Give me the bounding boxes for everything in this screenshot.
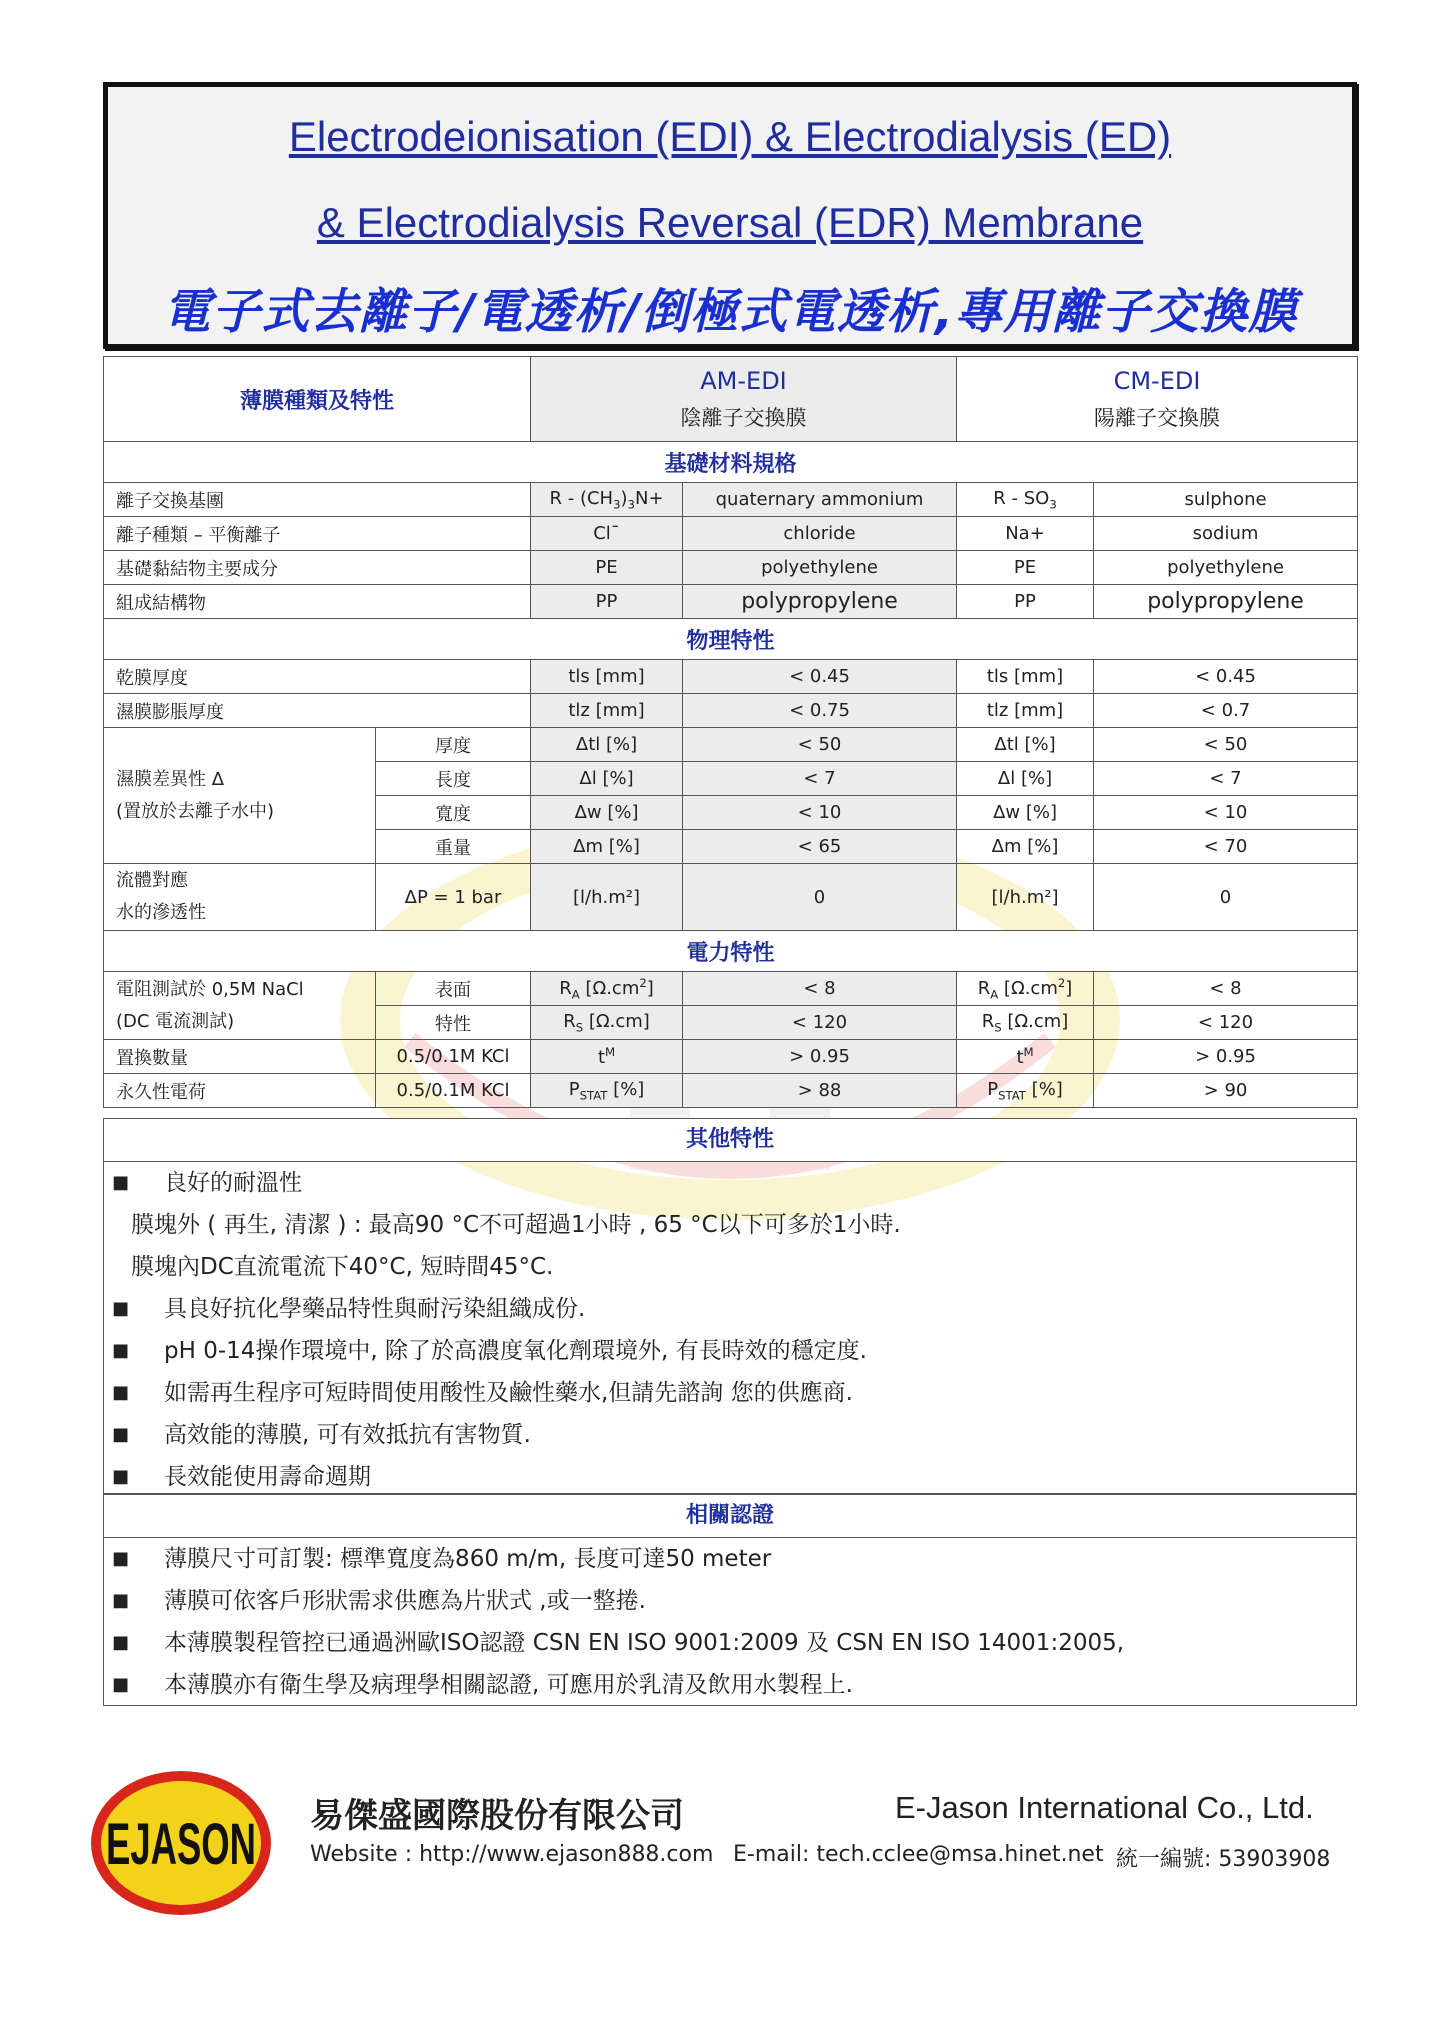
header-label: 薄膜種類及特性 [104, 357, 531, 442]
row-label: 組成結構物 [104, 585, 531, 619]
section-other: 其他特性 [103, 1118, 1357, 1162]
cm-value: < 7 [1094, 762, 1358, 796]
footer-email[interactable]: E-mail: tech.cclee@msa.hinet.net [733, 1842, 1104, 1867]
cm-value: 0 [1094, 864, 1358, 931]
am-subtitle: 陰離子交換膜 [680, 406, 807, 430]
list-item: 膜塊內DC直流電流下40°C, 短時間45°C. [131, 1254, 554, 1280]
am-value: < 50 [683, 728, 957, 762]
row-sublabel: 0.5/0.1M KCl [376, 1074, 531, 1108]
table-row [104, 864, 1358, 931]
resistance-label-2: (DC 電流測試) [116, 1010, 235, 1032]
cm-symbol: Na+ [957, 517, 1094, 551]
bullet-icon: ■ [112, 1590, 130, 1611]
row-label: 離子交換基團 [104, 483, 531, 517]
table-header-row [104, 357, 1358, 442]
bullet-icon: ■ [112, 1340, 130, 1361]
table-row [104, 1040, 1358, 1074]
permeability-label [104, 864, 376, 931]
am-value: < 120 [683, 1006, 957, 1040]
permeability-label-1: 流體對應 [116, 870, 188, 891]
title-chinese: 電子式去離子/電透析/倒極式電透析,專用離子交換膜 [162, 284, 1298, 340]
cm-value: sodium [1094, 517, 1358, 551]
row-sublabel: 重量 [376, 830, 531, 864]
cm-value: > 0.95 [1094, 1040, 1358, 1074]
wet-diff-label [104, 728, 376, 864]
cm-symbol: $R_A$ $[\Omega.cm^2]$ [957, 972, 1094, 1006]
cm-value: < 0.45 [1094, 660, 1358, 694]
cm-symbol: [l/h.m²] [957, 864, 1094, 931]
footer-tax-id: 統一編號: 53903908 [1116, 1847, 1331, 1872]
am-symbol: Cl¯ [531, 517, 683, 551]
logo-text: EJASON [106, 1812, 256, 1877]
am-symbol: Δw [%] [531, 796, 683, 830]
company-name-zh: 易傑盛國際股份有限公司 [310, 1796, 684, 1836]
bullet-icon: ■ [112, 1424, 130, 1445]
row-label: 離子種類 – 平衡離子 [104, 517, 531, 551]
row-sublabel: 0.5/0.1M KCl [376, 1040, 531, 1074]
bullet-icon: ■ [112, 1548, 130, 1569]
cm-value: < 50 [1094, 728, 1358, 762]
row-label: 置換數量 [104, 1040, 376, 1074]
row-sublabel: 厚度 [376, 728, 531, 762]
resistance-label-1: 電阻測試於 0,5M NaCl [116, 978, 304, 1000]
section-base: 基礎材料規格 [104, 442, 1358, 483]
cm-symbol: $t^M$ [957, 1040, 1094, 1074]
cm-subtitle: 陽離子交換膜 [1094, 406, 1221, 430]
am-value: < 0.75 [683, 694, 957, 728]
cm-symbol: $R_S$ [Ω.cm] [957, 1006, 1094, 1040]
cm-value: < 70 [1094, 830, 1358, 864]
title-line-2: & Electrodialysis Reversal (EDR) Membrane [316, 199, 1144, 246]
cm-symbol: $P_{STAT}$ [%] [957, 1074, 1094, 1108]
cm-symbol: Δw [%] [957, 796, 1094, 830]
footer-website[interactable]: Website : http://www.ejason888.com [310, 1842, 714, 1867]
cm-value: sulphone [1094, 483, 1358, 517]
am-symbol: tlz [mm] [531, 694, 683, 728]
other-properties-list [103, 1162, 1357, 1494]
cm-symbol: tls [mm] [957, 660, 1094, 694]
list-item: ■ 如需再生程序可短時間使用酸性及鹼性藥水,但請先諮詢 您的供應商. [104, 1372, 1356, 1414]
table-row [104, 517, 1358, 551]
table-row [104, 660, 1358, 694]
cm-symbol: R - $SO_3$ [957, 483, 1094, 517]
row-sublabel: ΔP = 1 bar [376, 864, 531, 931]
row-label: 乾膜厚度 [104, 660, 531, 694]
am-value: chloride [683, 517, 957, 551]
section-physical: 物理特性 [104, 619, 1358, 660]
table-row [104, 694, 1358, 728]
am-symbol: PP [531, 585, 683, 619]
list-item: ■ 高效能的薄膜, 可有效抵抗有害物質. [104, 1414, 1356, 1456]
cm-value: < 8 [1094, 972, 1358, 1006]
am-symbol: tls [mm] [531, 660, 683, 694]
am-value: < 8 [683, 972, 957, 1006]
am-symbol: $P_{STAT}$ [%] [531, 1074, 683, 1108]
title-line-1: Electrodeionisation (EDI) & Electrodialysis (ED) [288, 113, 1172, 160]
cm-symbol: Δtl [%] [957, 728, 1094, 762]
row-sublabel: 寬度 [376, 796, 531, 830]
list-item: ■ 本薄膜亦有衛生學及病理學相關認證, 可應用於乳清及飲用水製程上. [104, 1664, 1356, 1706]
list-item: ■ 具良好抗化學藥品特性與耐污染組織成份. [104, 1288, 1356, 1330]
list-item: ■ 薄膜尺寸可訂製: 標準寬度為860 m/m, 長度可達50 meter [104, 1538, 1356, 1580]
row-sublabel: 特性 [376, 1006, 531, 1040]
am-value: > 0.95 [683, 1040, 957, 1074]
header-cm [957, 357, 1358, 442]
spec-table [103, 356, 1358, 1108]
bullet-icon: ■ [112, 1632, 130, 1653]
row-sublabel: 長度 [376, 762, 531, 796]
cm-value: polypropylene [1094, 585, 1358, 619]
list-item: ■ pH 0-14操作環境中, 除了於高濃度氧化劑環境外, 有長時效的穩定度. [104, 1330, 1356, 1372]
list-item: ■ 本薄膜製程管控已通過洲歐ISO認證 CSN EN ISO 9001:2009 及 CSN EN ISO 14001:2005, [104, 1622, 1356, 1664]
cm-title: CM-EDI [1113, 367, 1201, 395]
list-item: ■ 薄膜可依客戶形狀需求供應為片狀式 ,或一整捲. [104, 1580, 1356, 1622]
am-value: polyethylene [683, 551, 957, 585]
cert-list [103, 1538, 1357, 1706]
cm-value: < 0.7 [1094, 694, 1358, 728]
table-row [104, 728, 1358, 762]
cm-symbol: Δl [%] [957, 762, 1094, 796]
table-row [104, 1074, 1358, 1108]
cm-value: < 120 [1094, 1006, 1358, 1040]
table-row [104, 551, 1358, 585]
row-label: 濕膜膨脹厚度 [104, 694, 531, 728]
title-box [103, 82, 1357, 349]
resistance-label [104, 972, 376, 1040]
am-symbol: [l/h.m²] [531, 864, 683, 931]
am-value: 0 [683, 864, 957, 931]
am-value: quaternary ammonium [683, 483, 957, 517]
table-row [104, 585, 1358, 619]
cm-symbol: PP [957, 585, 1094, 619]
am-symbol: $R_A$ $[\Omega.cm^2]$ [531, 972, 683, 1006]
row-sublabel: 表面 [376, 972, 531, 1006]
bullet-icon: ■ [112, 1674, 130, 1695]
am-symbol: $R - (CH_3)_3N+$ [531, 483, 683, 517]
cm-symbol: Δm [%] [957, 830, 1094, 864]
am-value: < 65 [683, 830, 957, 864]
list-item: ■ 長效能使用壽命週期 [104, 1456, 1356, 1498]
bullet-icon: ■ [112, 1466, 130, 1487]
section-electrical: 電力特性 [104, 931, 1358, 972]
am-symbol: $R_S$ [Ω.cm] [531, 1006, 683, 1040]
am-value: < 7 [683, 762, 957, 796]
bullet-icon: ■ [112, 1172, 130, 1193]
table-row [104, 972, 1358, 1006]
cm-value: < 10 [1094, 796, 1358, 830]
am-value: polypropylene [683, 585, 957, 619]
section-cert: 相關認證 [103, 1494, 1357, 1538]
company-logo [88, 1768, 274, 1918]
permeability-label-2: 水的滲透性 [116, 902, 206, 923]
cm-symbol: tlz [mm] [957, 694, 1094, 728]
cm-value: polyethylene [1094, 551, 1358, 585]
am-value: < 10 [683, 796, 957, 830]
am-title: AM-EDI [700, 367, 787, 395]
am-symbol: $t^M$ [531, 1040, 683, 1074]
list-item: ■ 良好的耐溫性 [104, 1162, 1356, 1204]
list-item: 膜塊外 ( 再生, 清潔 ) : 最高90 °C不可超過1小時 , 65 °C以下可多於1小時. [131, 1212, 901, 1238]
am-value: < 0.45 [683, 660, 957, 694]
row-label: 基礎黏結物主要成分 [104, 551, 531, 585]
am-symbol: Δl [%] [531, 762, 683, 796]
header-am [531, 357, 957, 442]
wet-diff-label-2: (置放於去離子水中) [116, 800, 275, 822]
am-symbol: Δtl [%] [531, 728, 683, 762]
row-label: 永久性電荷 [104, 1074, 376, 1108]
company-name-en: E-Jason International Co., Ltd. [895, 1790, 1314, 1825]
am-symbol: Δm [%] [531, 830, 683, 864]
table-row [104, 483, 1358, 517]
bullet-icon: ■ [112, 1382, 130, 1403]
wet-diff-label-1: 濕膜差異性 Δ [116, 768, 225, 790]
bullet-icon: ■ [112, 1298, 130, 1319]
cm-value: > 90 [1094, 1074, 1358, 1108]
am-symbol: PE [531, 551, 683, 585]
cm-symbol: PE [957, 551, 1094, 585]
am-value: > 88 [683, 1074, 957, 1108]
